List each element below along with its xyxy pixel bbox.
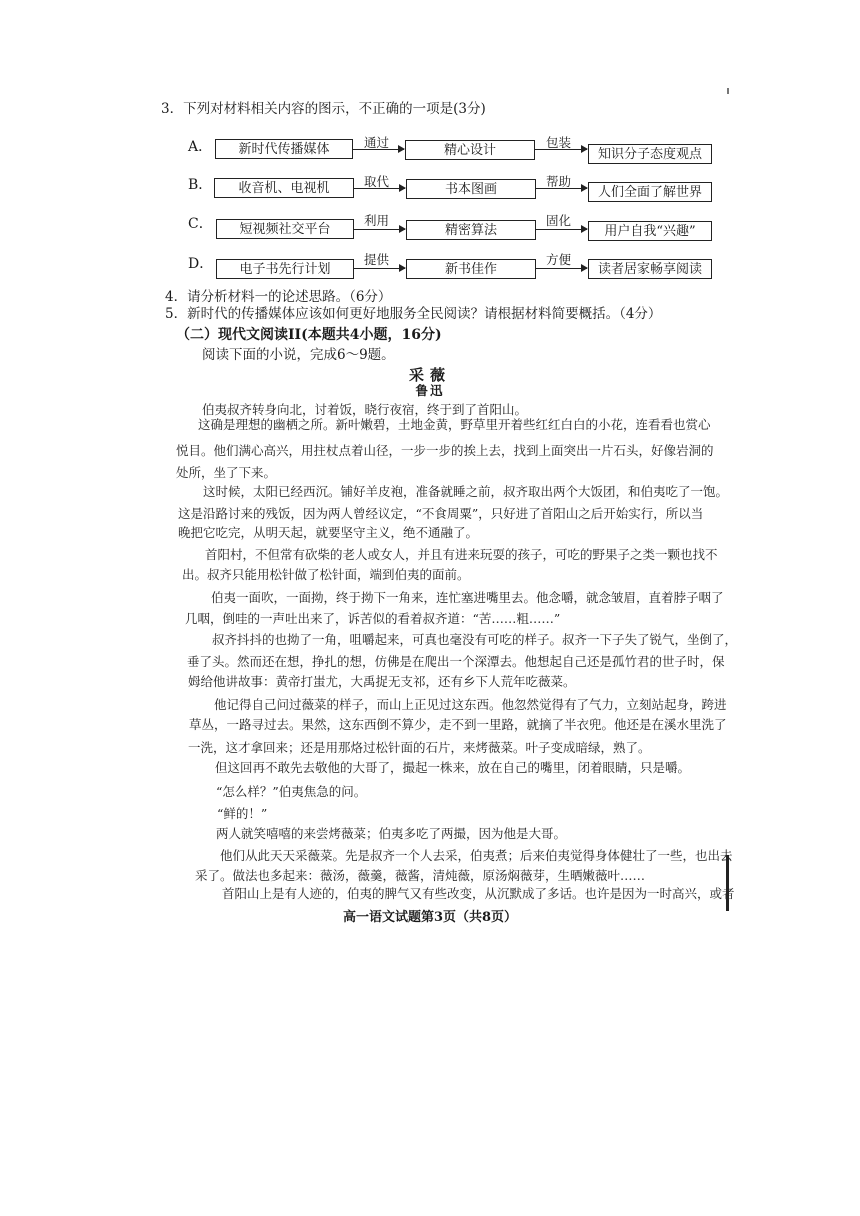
passage-line: “鲜的！” [217,806,268,821]
option-b-label-2: 帮助 [546,174,572,189]
option-d-label-2: 方便 [546,252,572,267]
question-4: 4．请分析材料一的论述思路。（6分） [165,289,392,305]
option-c-label-2: 固化 [546,213,572,228]
question-5: 5．新时代的传播媒体应该如何更好地服务全民阅读？请根据材料简要概括。（4分） [165,306,662,322]
option-a-label-2: 包装 [546,135,572,150]
passage-line: 这是沿路讨来的残饭，因为两人曾经议定，“不食周粟”，只好进了首阳山之后开始实行，所以当 [178,506,704,521]
option-b-to-box: 人们全面了解世界 [588,182,712,202]
option-b-from-box: 收音机、电视机 [214,178,354,198]
question-3: 3．下列对材料相关内容的图示，不正确的一项是(3分) [161,101,486,117]
passage-line: 两人就笑嘻嘻的来尝烤薇菜；伯夷多吃了两撮，因为他是大哥。 [216,826,567,841]
section-heading: （二）现代文阅读II(本题共4小题，16分) [176,327,442,343]
passage-line: 他记得自己问过薇菜的样子，而山上正见过这东西。他忽然觉得有了气力，立刻站起身，跨进 [214,697,727,712]
option-a-label-1: 通过 [364,135,390,150]
option-d-to-box: 读者居家畅享阅读 [588,259,712,279]
scan-mark [727,88,729,94]
passage-line: 草丛，一路寻过去。果然，这东西倒不算少，走不到一里路，就摘了半衣兜。他还是在溪水里洗了 [189,717,727,732]
passage-line: 叔齐抖抖的也拗了一角，咀嚼起来，可真也毫没有可吃的样子。叔齐一下子失了锐气，坐倒了， [212,632,738,647]
section-intro: 阅读下面的小说，完成6～9题。 [202,347,395,363]
option-b-letter: B． [188,177,213,193]
option-c-mid-box: 精密算法 [406,220,536,240]
option-c-from-box: 短视频社交平台 [216,219,354,239]
passage-line: 采了。做法也多起来：薇汤，薇羹，薇酱，清炖薇，原汤焖薇芽，生晒嫩薇叶…… [195,868,646,883]
passage-line: 姆给他讲故事：黄帝打蚩尤，大禹捉无支祁，还有乡下人荒年吃薇菜。 [188,674,576,689]
option-c-arrow-2 [536,229,587,230]
option-a-to-box: 知识分子态度观点 [588,144,712,164]
option-d-from-box: 电子书先行计划 [216,259,354,279]
passage-line: 首阳村，不但常有砍柴的老人或女人，并且有进来玩耍的孩子，可吃的野果子之类一颗也找不 [205,547,718,562]
passage-line: 悦目。他们满心高兴，用拄杖点着山径，一步一步的挨上去，找到上面突出一片石头，好像岩洞的 [176,443,714,458]
passage-line: 伯夷叔齐转身向北，讨着饭，晓行夜宿，终于到了首阳山。 [202,402,528,417]
option-a-letter: A． [188,139,213,155]
option-a-mid-box: 精心设计 [405,140,535,160]
option-c-arrow-1 [354,229,405,230]
passage-line: 一洗，这才拿回来；还是用那烙过松针面的石片，来烤薇菜。叶子变成暗绿，熟了。 [188,740,651,755]
option-d-label-1: 提供 [364,252,390,267]
option-b-label-1: 取代 [364,174,390,189]
option-c-to-box: 用户自我“兴趣” [588,221,712,241]
passage-line: 处所，坐了下来。 [176,465,277,480]
option-b-mid-box: 书本图画 [406,179,536,199]
passage-line: “怎么样？”伯夷焦急的问。 [216,784,367,799]
passage-line: 几咽，倒哇的一声吐出来了，诉苦似的看着叔齐道：“苦……粗……” [185,611,561,626]
passage-line: 伯夷一面吹，一面拗，终于拗下一角来，连忙塞进嘴里去。他念嚼，就念皱眉，直着脖子咽了 [211,590,724,605]
option-d-arrow-1 [354,268,405,269]
option-d-mid-box: 新书佳作 [406,259,536,279]
passage-line: 这确是理想的幽栖之所。新叶嫩碧，土地金黄，野草里开着些红红白白的小花，连看看也赏心 [198,417,711,432]
page-footer: 高一语文试题第3页（共8页） [342,910,518,925]
passage-line: 垂了头。然而还在想，挣扎的想，仿佛是在爬出一个深潭去。他想起自己还是孤竹君的世子时，保 [187,654,725,669]
option-a-from-box: 新时代传播媒体 [215,139,353,159]
option-c-letter: C． [188,216,213,232]
passage-line: 晚把它吃完，从明天起，就要坚守主义，绝不通融了。 [178,525,479,540]
option-d-arrow-2 [536,268,587,269]
story-author: 鲁迅 [415,383,445,398]
passage-line: 出。叔齐只能用松针做了松针面，端到伯夷的面前。 [182,567,470,582]
passage-line: 但这回再不敢先去敬他的大哥了，撮起一株来，放在自己的嘴里，闭着眼睛，只是嚼。 [215,760,691,775]
passage-line: 首阳山上是有人迹的，伯夷的脾气又有些改变，从沉默成了多话。也许是因为一时高兴，或者 [222,886,735,901]
story-title: 采薇 [408,366,451,384]
option-c-label-1: 利用 [364,213,390,228]
passage-line: 他们从此天天采薇菜。先是叔齐一个人去采，伯夷煮；后来伯夷觉得身体健壮了一些，也出去 [220,848,733,863]
passage-line: 这时候，太阳已经西沉。铺好羊皮袍，准备就睡之前，叔齐取出两个大饭团，和伯夷吃了一饱。 [203,484,729,499]
option-d-letter: D． [188,256,214,272]
